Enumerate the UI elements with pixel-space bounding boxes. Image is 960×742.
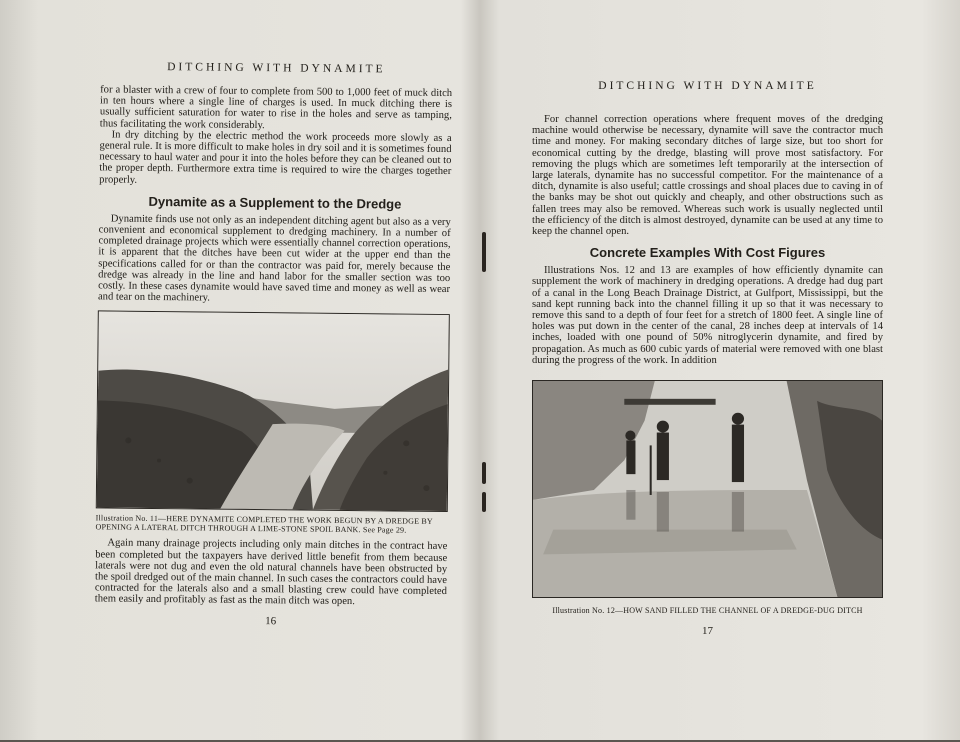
section-heading: Concrete Examples With Cost Figures — [589, 245, 826, 261]
body-paragraph: Illustrations Nos. 12 and 13 are examples of how efficiently dynamite can supplement the work of machinery in dredging operations. A dredge had dug part of a canal in the Long Beach Drainage District, at Gulfport, Mississippi, but the sand kept running back into the channel filling it up so that it was necessary to remove this sand to a depth of four feet for a stretch of 1800 feet. A single line of holes was put down in the center of the canal, 28 inches deep at intervals of 14 inches, loaded with one pound of 50% nitroglycerin dynamite, and fired by propagation. As much as 600 cubic yards of material were removed with one blast during the progress of the work. In addition — [532, 265, 883, 366]
binding-staple — [482, 492, 486, 512]
ditch-photo-image — [97, 312, 449, 512]
photo-caption: Illustration No. 11—HERE DYNAMITE COMPLETED THE WORK BEGUN BY A DREDGE BY OPENING A LATERAL DITCH THROUGH A LIME-STONE SPOIL BANK. See Page 29. — [95, 513, 433, 536]
binding-staple — [482, 462, 486, 484]
page-number: 16 — [265, 614, 277, 627]
page-number: 17 — [702, 625, 713, 638]
body-paragraph: for a blaster with a crew of four to complete from 500 to 1,000 feet of muck ditch in ten hours where a single line of charges is used. In muck ditching there is usually sufficient saturation for water to rise in the holes and serve as tamping, thus facilitating the work considerably. — [99, 84, 453, 131]
body-paragraph: Again many drainage projects including only main ditches in the contract have been completed but the taxpayers have derived little benefit from them because laterals were not dug and even the old natural channels have been obstructed by the spoil dredged out of the main channel. In such cases the contractors could have contracted for the laterals also and a small blasting crew could have completed them easily and profitably as fast as the main ditch was open. — [94, 537, 448, 608]
left-page — [23, 0, 479, 742]
body-paragraph: Dynamite finds use not only as an independent ditching agent but also as a very convenient and economical supplement to dredging machinery. In a number of completed drainage projects which were essentially channel correction operations, it is apparent that the ditches have been cut wider at the upper end than the specifications called for or than the contractor was paid for, merely because the dredge was already in the line and hand labor for the smaller section was too costly. In these cases dynamite would have saved time and money as well as wear and tear on the machinery. — [97, 213, 451, 304]
running-head: DITCHING WITH DYNAMITE — [598, 80, 817, 92]
body-paragraph: For channel correction operations where frequent moves of the dredging machine would otherwise be necessary, dynamite will save the contractor much time and money. For making secondary ditches of large size, but too short for economical cutting by the dredge, blasting will prove most satisfactory. For removing the plugs which are sometimes left temporarily at the intersection of large laterals, dynamite has no successful competitor. For the maintenance of a ditch, dynamite is also useful; cattle crossings and shoal places due to caving in of the banks may be shot out quickly and cheaply, and other obstructions such as fallen trees may also be removed. Whereas such work is usually neglected until the efficiency of the ditch is almost destroyed, dynamite can be used at any time to keep the channel open. — [532, 114, 883, 238]
photo-caption: Illustration No. 12—HOW SAND FILLED THE CHANNEL OF A DREDGE-DUG DITCH — [552, 606, 863, 616]
section-heading: Dynamite as a Supplement to the Dredge — [148, 193, 402, 212]
running-head: DITCHING WITH DYNAMITE — [167, 61, 386, 76]
photo-illustration-12 — [532, 380, 883, 598]
binding-staple — [482, 232, 486, 272]
right-page — [488, 0, 933, 740]
body-paragraph: In dry ditching by the electric method the work proceeds more slowly as a general rule. It is more difficult to make holes in dry soil and it is sometimes found necessary to haul water and pour it into the holes before they can be cleaned out to the proper depth. Furthermore extra time is required to wire the charges together properly. — [99, 129, 452, 186]
photo-illustration-11 — [96, 311, 450, 513]
sand-channel-photo-image — [533, 381, 882, 597]
